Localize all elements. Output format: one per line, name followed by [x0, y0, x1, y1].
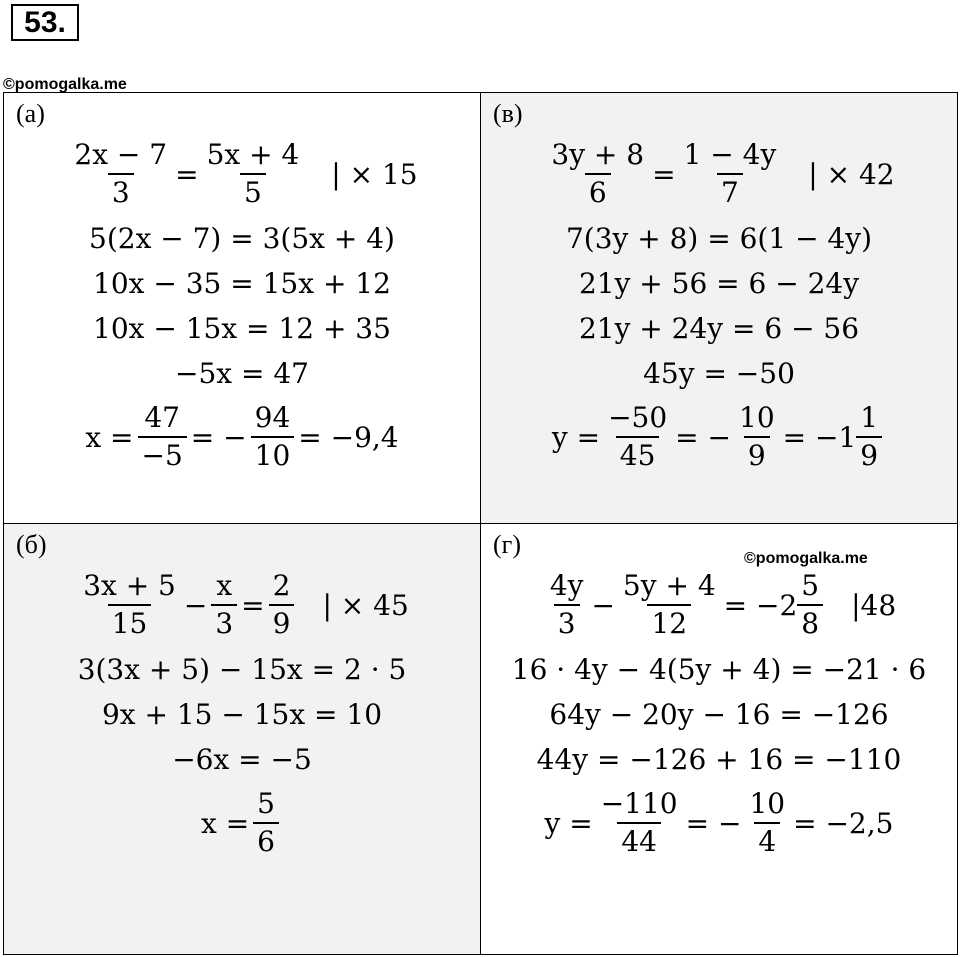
cell-a [4, 93, 481, 524]
equation-line: 16 · 4y − 4(5y + 4) = −21 · 6 [511, 653, 927, 686]
equation-line: 9x + 15 − 15x = 10 [101, 698, 383, 731]
fraction: $\frac{94}{10}$ [251, 400, 295, 474]
fraction: $\frac{5}{8}$ [797, 568, 823, 642]
fraction: $\frac{-50}{45}$ [608, 401, 668, 472]
fraction: $\frac{5y + 4}{12}$ [622, 569, 716, 640]
equation-line: 7(3y + 8) = 6(1 − 4y) [565, 222, 872, 255]
fraction: $\frac{4y}{3}$ [549, 569, 584, 640]
cell-label: (а) [16, 99, 45, 128]
solution-grid [3, 92, 958, 955]
equation-line: 21y + 56 = 6 − 24y [578, 267, 860, 300]
equation-line: 10x − 35 = 15x + 12 [93, 267, 391, 300]
watermark: ©pomogalka.me [744, 550, 868, 567]
equation-line: −6x = −5 [172, 743, 312, 776]
fraction: $\frac{10}{9}$ [739, 401, 775, 472]
equation-line: $\frac{3y + 8}{6}$ = $\frac{1 - 4y}{7}$ | × 42 [481, 137, 957, 211]
fraction: $\frac{47}{-5}$ [138, 400, 187, 474]
equation-line: y = $\frac{-110}{44}$ = − $\frac{10}{4}$ = −2,5 [544, 787, 894, 858]
equation-line: x = $\frac{47}{-5}$ = − $\frac{94}{10}$ = −9,4 [85, 401, 399, 472]
fraction: $\frac{x}{3}$ [211, 568, 237, 642]
cell-b [4, 524, 481, 954]
fraction: $\frac{2x - 7}{3}$ [74, 138, 168, 209]
equation-line: $\frac{3x + 5}{15}$ − $\frac{x}{3}$ = $\frac{2}{9}$ | × 45 [4, 568, 480, 642]
fraction: $\frac{5x + 4}{5}$ [206, 138, 300, 209]
cell-label: (б) [16, 530, 47, 559]
equation-line: 3(3x + 5) − 15x = 2 · 5 [77, 653, 407, 686]
fraction: $\frac{2}{9}$ [269, 568, 295, 642]
watermark: ©pomogalka.me [3, 76, 127, 93]
equation-line: 45y = −50 [643, 357, 795, 390]
fraction: $\frac{3y + 8}{6}$ [551, 138, 645, 209]
fraction: $\frac{1 - 4y}{7}$ [683, 138, 777, 209]
fraction: $\frac{1}{9}$ [856, 400, 882, 474]
equation-line: 44y = −126 + 16 = −110 [536, 743, 902, 776]
fraction: $\frac{3x + 5}{15}$ [83, 569, 176, 640]
equation-line: y = $\frac{-50}{45}$ = − $\frac{10}{9}$ = −1 $\frac{1}{9}$ [481, 400, 957, 474]
equation-line: 64y − 20y − 16 = −126 [549, 698, 889, 731]
equation-line: 10x − 15x = 12 + 35 [93, 312, 391, 345]
equation-line: 5(2x − 7) = 3(5x + 4) [89, 222, 395, 255]
equation-line: 21y + 24y = 6 − 56 [578, 312, 860, 345]
problem-number: 53. [11, 4, 79, 41]
equation-line: $\frac{4y}{3}$ − $\frac{5y + 4}{12}$ = −2 $\frac{5}{8}$ |48 [481, 568, 957, 642]
fraction: $\frac{5}{6}$ [253, 786, 279, 860]
fraction: $\frac{10}{4}$ [749, 787, 786, 858]
fraction: $\frac{-110}{44}$ [600, 787, 678, 858]
cell-label: (г) [493, 530, 521, 559]
cell-v [481, 93, 957, 524]
equation-line: $\frac{2x - 7}{3}$ = $\frac{5x + 4}{5}$ | × 15 [4, 137, 480, 211]
cell-g [481, 524, 957, 954]
equation-line: −5x = 47 [175, 357, 309, 390]
cell-label: (в) [493, 99, 523, 128]
equation-line: x = $\frac{5}{6}$ [4, 786, 480, 860]
